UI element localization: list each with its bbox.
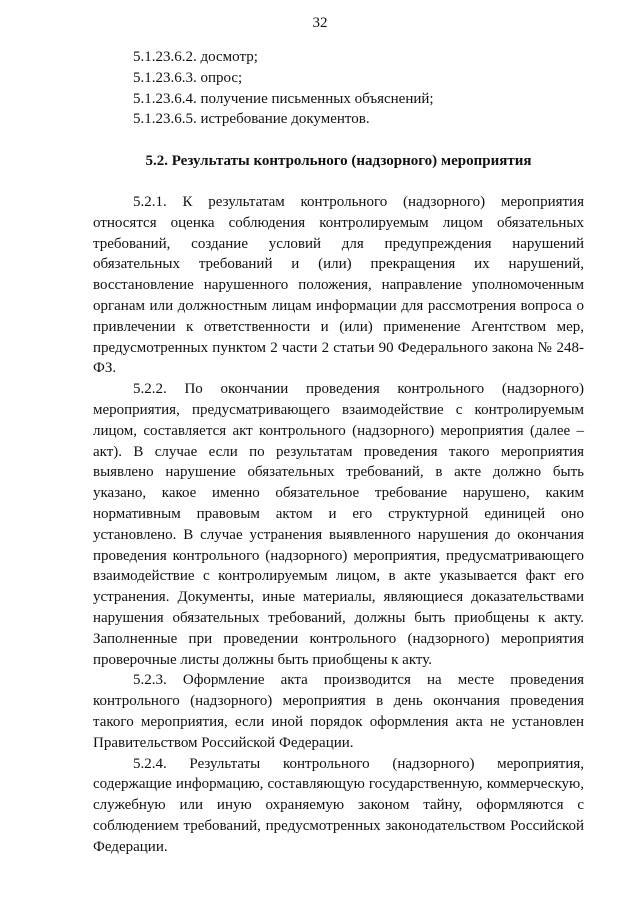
section-heading: 5.2. Результаты контрольного (надзорного) мероприятия xyxy=(145,153,532,170)
list-item: 5.1.23.6.4. получение письменных объяснений; xyxy=(133,90,434,107)
list-item: 5.1.23.6.3. опрос; xyxy=(133,69,243,86)
page-number: 32 xyxy=(312,15,328,31)
paragraph-5-2-3: 5.2.3. Оформление акта производится на месте проведения контрольного (надзорного) мероприятия в день окончания проведения такого мероприятия, если иной порядок оформления акта не установлен Правительством Российской Федерации. xyxy=(93,672,584,751)
paragraph-5-2-2: 5.2.2. По окончании проведения контрольного (надзорного) мероприятия, предусматривающего взаимодействие с контролируемым лицом, составляется акт контрольного (надзорного) мероприятия (далее – акт). В случае если по результатам проведения такого мероприятия выявлено нарушение обязательных требований, в акте должно быть указано, какое именно обязательное требование нарушено, каким нормативным правовым актом и его структурной единицей оно установлено. В случае устранения выявленного нарушения до окончания проведения контрольного (надзорного) мероприятия, предусматривающего взаимодействие с контролируемым лицом, в акте указывается факт его устранения. Документы, иные материалы, являющиеся доказательствами нарушения обязательных требований, должны быть приобщены к акту. Заполненные при проведении контрольного (надзорного) мероприятия проверочные листы должны быть приобщены к акту. xyxy=(93,381,584,668)
paragraph-5-2-1: 5.2.1. К результатам контрольного (надзорного) мероприятия относятся оценка соблюдения контролируемым лицом обязательных требований, создание условий для предупреждения нарушений обязательных требований и (или) прекращения их нарушений, восстановление нарушенного положения, направление уполномоченным органам или должностным лицам информации для рассмотрения вопроса о привлечении к ответственности и (или) применение Агентством мер, предусмотренных пунктом 2 части 2 статьи 90 Федерального закона № 248-ФЗ. xyxy=(93,193,584,377)
document-body xyxy=(93,47,584,857)
paragraph-5-2-4: 5.2.4. Результаты контрольного (надзорного) мероприятия, содержащие информацию, составляющую государственную, коммерческую, служебную или иную охраняемую законом тайну, оформляются с соблюдением требований, предусмотренных законодательством Российской Федерации. xyxy=(93,755,584,855)
list-item: 5.1.23.6.2. досмотр; xyxy=(133,49,258,65)
list-item: 5.1.23.6.5. истребование документов. xyxy=(133,111,370,128)
